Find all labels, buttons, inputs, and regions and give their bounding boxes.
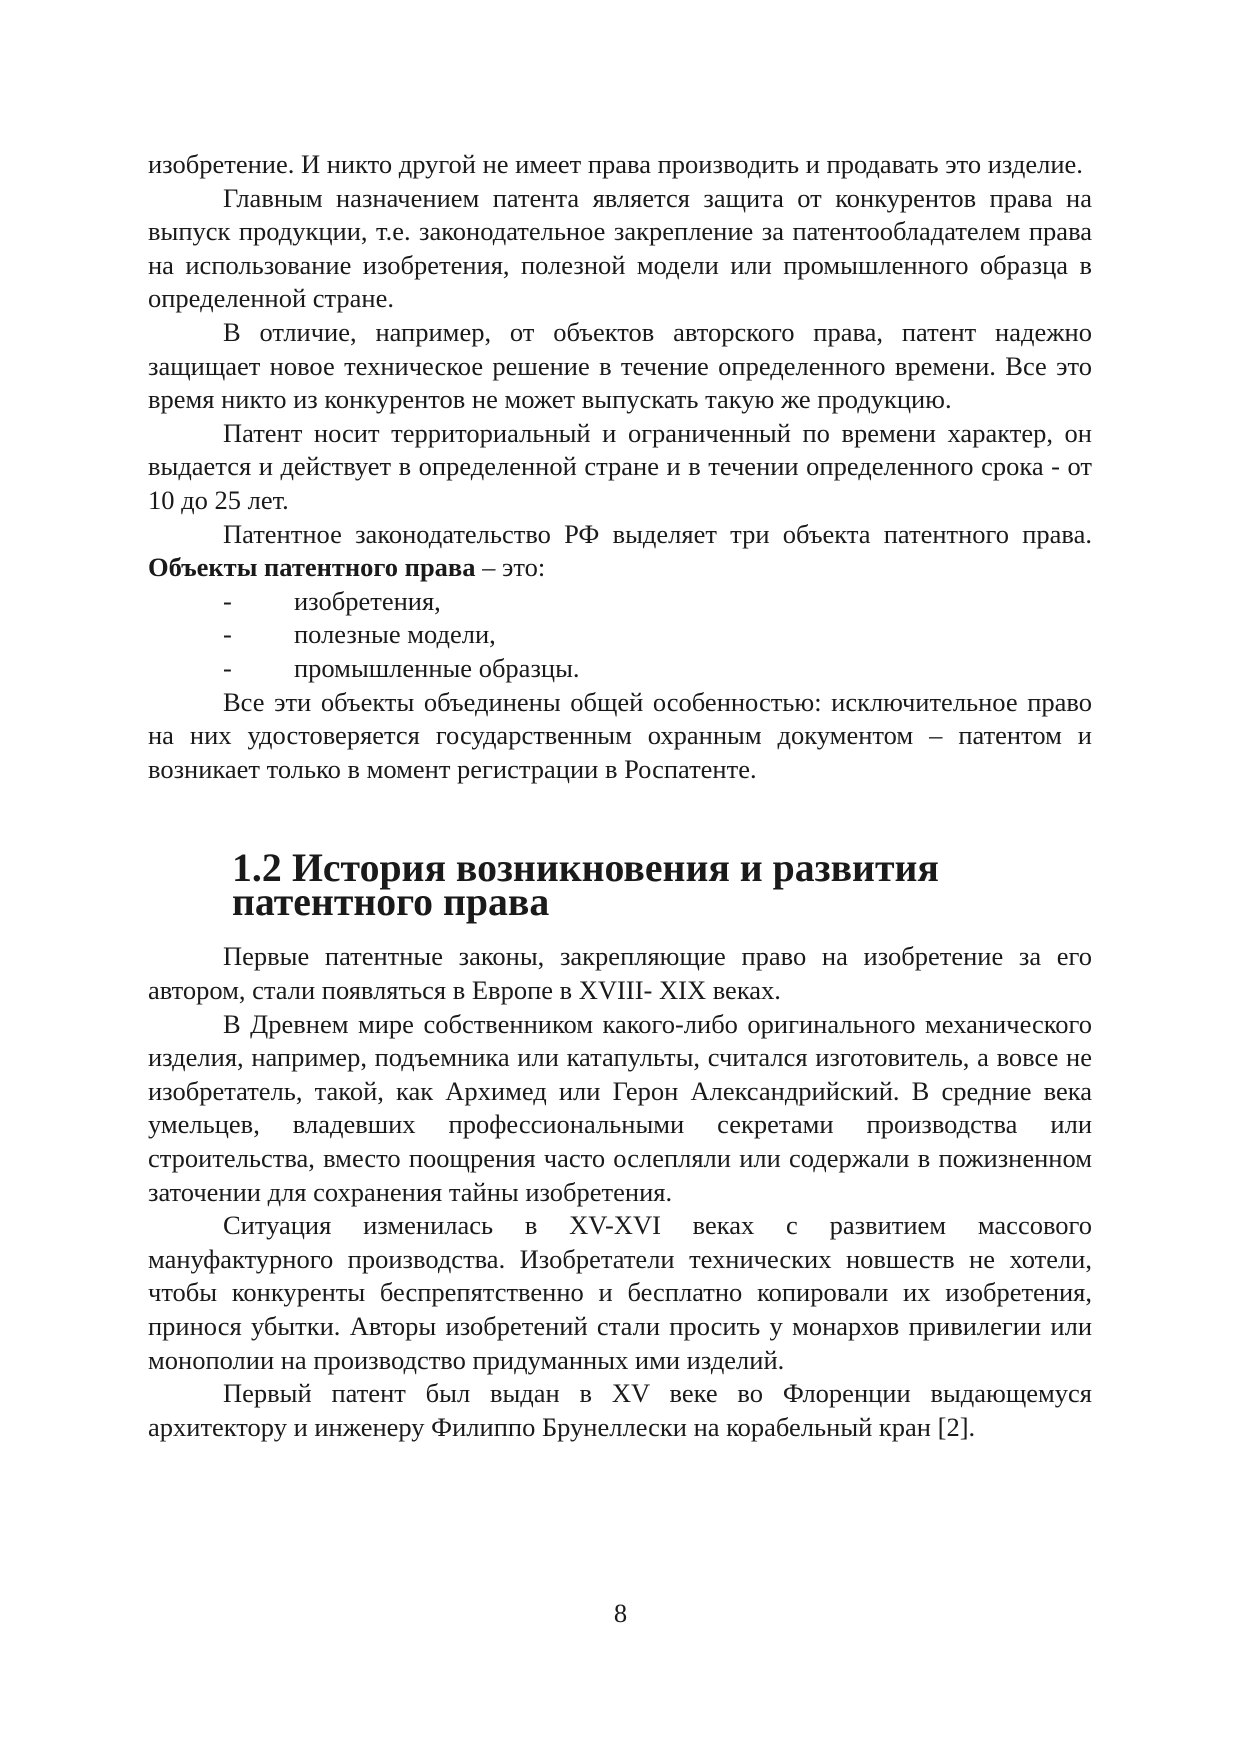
list-dash: - [223,652,232,683]
paragraph-manufacturing: Ситуация изменилась в XV-XVI веках с развитием массового мануфактурного производства. Изобретатели технических новшеств не хотели, чтобы конкуренты беспрепятственно и бесплатно копировали их изобретения, принося убытки. Авторы изобретений стали просить у монархов привилегии или монополии на производство придуманных ими изделий. [148,1210,1092,1375]
list-item [148,585,1092,619]
page-body [148,148,1092,1444]
list-item-text: полезные модели, [294,619,496,650]
paragraph-patent-objects-start: Патентное законодательство РФ выделяет три объекта патентного права. [223,518,1092,549]
paragraph-patent-territorial: Патент носит территориальный и ограниченный по времени характер, он выдается и действует в определенной стране и в течении определенного срока - от 10 до 25 лет. [148,417,1092,515]
list-item-text: промышленные образцы. [294,652,580,683]
paragraph-ancient-world: В Древнем мире собственником какого-либо оригинального механического изделия, например, подъемника или катапульты, считался изготовитель, а вовсе не изобретатель, такой, как Архимед или Герон Александрийский. В средние века умельцев, владевших профессиональными секретами производства или строительства, вместо поощрения часто ослепляли или содержали в пожизненном заточении для сохранения тайны изобретения. [148,1008,1092,1207]
paragraph-patent-objects-end: – это: [475,552,546,583]
list-item [148,652,1092,686]
paragraph-patent-objects [148,518,1092,585]
page-number: 8 [613,1598,628,1628]
patent-objects-bold-term: Объекты патентного права [148,552,476,583]
list-item [148,618,1092,652]
list-dash: - [223,585,232,616]
paragraph-first-patent: Первый патент был выдан в XV веке во Флоренции выдающемуся архитектору и инженеру Филиппо Брунеллески на корабельный кран [2]. [148,1378,1092,1442]
list-dash: - [223,619,232,650]
section-heading [148,846,1092,924]
paragraph-continuation: изобретение. И никто другой не имеет права производить и продавать это изделие. [148,149,1083,179]
paragraph-patent-vs-copyright: В отличие, например, от объектов авторского права, патент надежно защищает новое техническое решение в течение определенного времени. Все это время никто из конкурентов не может выпускать такую же продукцию. [148,316,1092,415]
paragraph-patent-purpose: Главным назначением патента является защита от конкурентов права на выпуск продукции, т.е. законодательное закрепление за патентообладателем права на использование изобретения, полезной модели или промышленного образца в определенной стране. [148,182,1092,314]
paragraph-common-feature: Все эти объекты объединены общей особенностью: исключительное право на них удостоверяется государственным охранным документом – патентом и возникает только в момент регистрации в Роспатенте. [148,686,1092,784]
paragraph-first-laws: Первые патентные законы, закрепляющие право на изобретение за его автором, стали появляться в Европе в XVIII- XIX веках. [148,941,1092,1006]
list-item-text: изобретения, [294,585,441,616]
section-heading-number: 1.2 [232,846,282,891]
section-heading-title: История возникновения и развития патентного права [232,846,939,924]
